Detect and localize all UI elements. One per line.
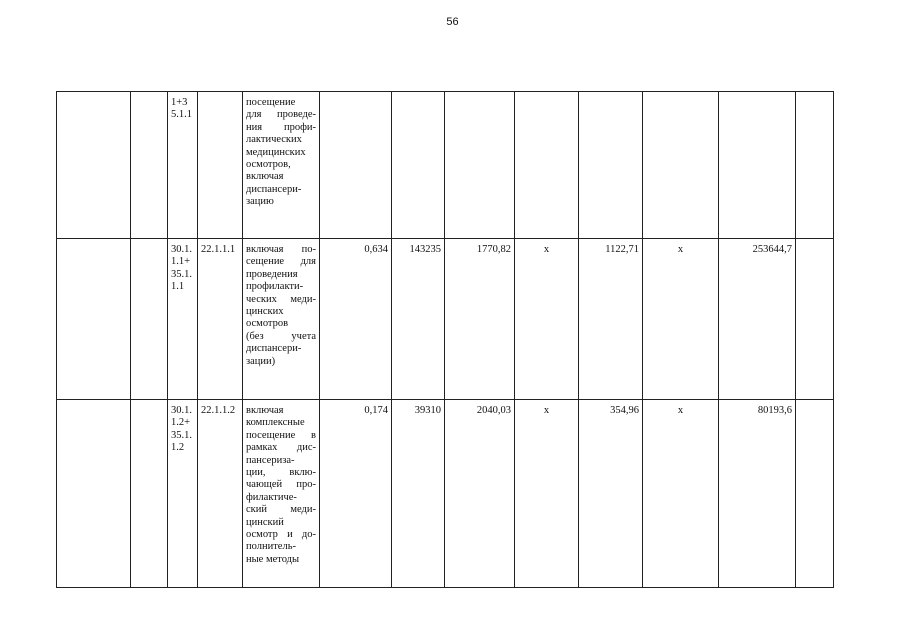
cell-value-4: х <box>515 400 579 588</box>
cell-value-2: 143235 <box>392 239 445 400</box>
cell-col-a <box>57 400 131 588</box>
cell-value-3: 1770,82 <box>445 239 515 400</box>
page-number: 56 <box>446 16 459 28</box>
code-line: 30.1. <box>171 244 192 255</box>
cell-value-7 <box>719 92 796 239</box>
name-line: осмотров, <box>246 159 291 171</box>
code-line: 35.1. <box>171 429 192 441</box>
name-line: ческих меди- <box>246 293 316 305</box>
name-line: ния профи- <box>246 121 316 133</box>
cell-value-1: 0,634 <box>320 239 392 400</box>
name-line: медицинских <box>246 146 306 158</box>
code-line: 30.1. <box>171 405 192 416</box>
cell-value-8 <box>796 239 834 400</box>
cell-name <box>243 239 320 400</box>
cell-value-5 <box>579 92 643 239</box>
code-line: 1+3 <box>171 97 188 108</box>
name-line: ский меди- <box>246 504 316 516</box>
name-line: профилакти- <box>246 281 304 293</box>
name-line: проведения <box>246 268 298 280</box>
cell-value-4: х <box>515 239 579 400</box>
name-line: посещение в <box>246 429 316 441</box>
cell-value-7: 80193,6 <box>719 400 796 588</box>
cell-col-a <box>57 239 131 400</box>
cell-name <box>243 92 320 239</box>
name-line: посещение <box>246 97 296 108</box>
name-line: пансериза- <box>246 454 295 466</box>
name-line: цинских <box>246 306 284 318</box>
cell-value-6: х <box>643 400 719 588</box>
cell-subcode: 22.1.1.2 <box>198 400 243 588</box>
cell-col-b <box>131 92 168 239</box>
cell-code <box>168 92 198 239</box>
cell-value-5: 354,96 <box>579 400 643 588</box>
cell-name <box>243 400 320 588</box>
cell-code <box>168 239 198 400</box>
cell-value-8 <box>796 400 834 588</box>
name-line: зации) <box>246 355 276 367</box>
cell-value-2: 39310 <box>392 400 445 588</box>
cell-value-3 <box>445 92 515 239</box>
name-line: диспансери- <box>246 343 302 355</box>
name-line: включая по- <box>246 244 316 255</box>
code-line: 1.2 <box>171 442 185 454</box>
name-line: осмотров <box>246 318 289 330</box>
cell-value-8 <box>796 92 834 239</box>
name-line: включая <box>246 405 284 416</box>
code-line: 1.2+ <box>171 417 191 429</box>
name-line: ции, вклю- <box>246 467 316 479</box>
cell-value-6: х <box>643 239 719 400</box>
cell-subcode <box>198 92 243 239</box>
name-line: зацию <box>246 196 274 208</box>
cell-value-1: 0,174 <box>320 400 392 588</box>
code-line: 1.1+ <box>171 256 191 268</box>
code-line: 5.1.1 <box>171 109 192 121</box>
cell-value-3: 2040,03 <box>445 400 515 588</box>
name-line: филактиче- <box>246 491 297 503</box>
code-line: 35.1. <box>171 268 192 280</box>
cell-value-7: 253644,7 <box>719 239 796 400</box>
name-line: диспансери- <box>246 183 302 195</box>
cell-value-1 <box>320 92 392 239</box>
name-line: сещение для <box>246 256 316 268</box>
name-line: полнитель- <box>246 541 296 553</box>
cell-value-2 <box>392 92 445 239</box>
table-row <box>57 400 834 588</box>
code-line: 1.1 <box>171 281 185 293</box>
name-line: комплексные <box>246 417 305 429</box>
cell-value-4 <box>515 92 579 239</box>
name-line: цинский <box>246 516 284 528</box>
cell-value-6 <box>643 92 719 239</box>
cell-col-b <box>131 239 168 400</box>
name-line: чающей про- <box>246 479 316 491</box>
cell-subcode: 22.1.1.1 <box>198 239 243 400</box>
name-line: лактических <box>246 134 302 146</box>
name-line: для проведе- <box>246 109 316 121</box>
data-table <box>56 91 834 588</box>
name-line: включая <box>246 171 284 183</box>
name-line: рамках дис- <box>246 442 316 454</box>
cell-code <box>168 400 198 588</box>
table-row <box>57 92 834 239</box>
cell-value-5: 1122,71 <box>579 239 643 400</box>
name-line: ные методы <box>246 553 300 565</box>
cell-col-a <box>57 92 131 239</box>
table-row <box>57 239 834 400</box>
name-line: (без учета <box>246 330 316 342</box>
name-line: осмотр и до- <box>246 529 316 541</box>
cell-col-b <box>131 400 168 588</box>
